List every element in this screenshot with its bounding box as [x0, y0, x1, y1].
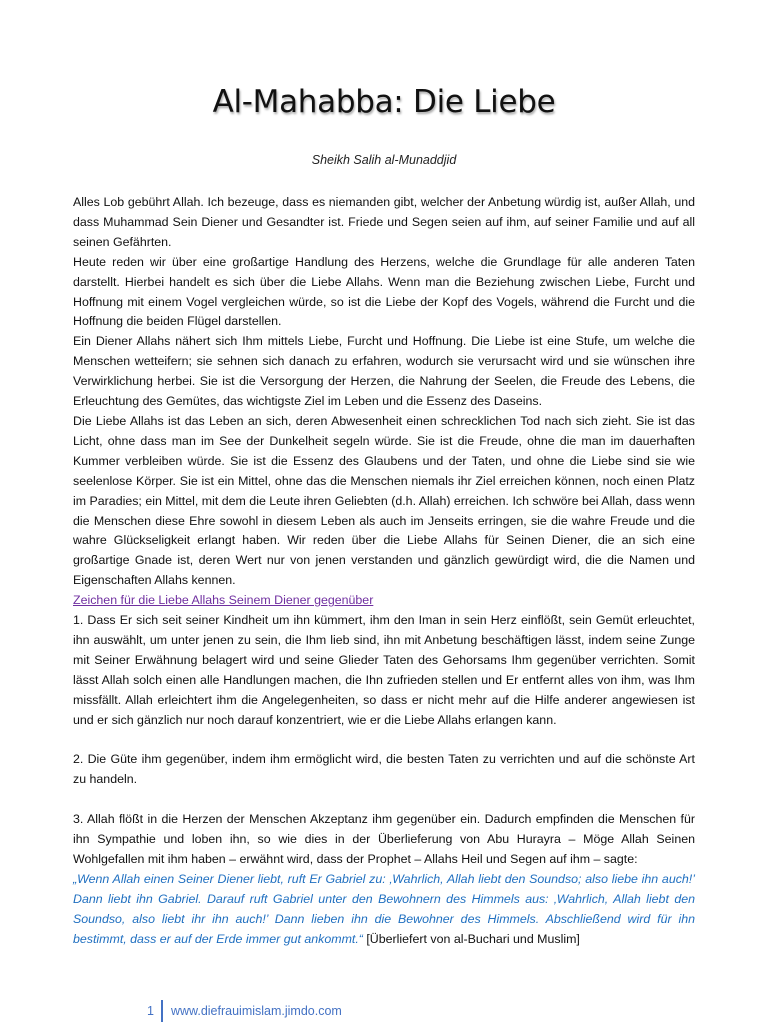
document-title: Al-Mahabba: Die Liebe: [212, 84, 556, 120]
page-footer: [147, 1000, 342, 1022]
intro-paragraph: Ein Diener Allahs nähert sich Ihm mittels Liebe, Furcht und Hoffnung. Die Liebe ist eine Stufe, um welche die Menschen wetteifern; sie sehnen sich danach zu erfahren, wodurch sie verursacht wird und sie wünschen ihre Verwirklichung herbei. Sie ist die Versorgung der Herzen, die Nahrung der Seelen, die Freude des Lebens, die Erleuchtung des Gemütes, das wichtigste Ziel im Leben und die Essenz des Daseins.: [73, 334, 695, 409]
intro-paragraph: Die Liebe Allahs ist das Leben an sich, deren Abwesenheit einen schrecklichen Tod nach sich zieht. Sie ist das Licht, ohne dass man im See der Dunkelheit segeln würde. Sie ist die Freude, ohne die man im dauerhaften Kummer verbleiben würde. Sie ist die Essenz des Glaubens und der Taten, und ohne die Liebe sind sie wie seelenlose Körper. Sie ist ein Mittel, ohne das die Menschen niemals ihr Ziel erreichen können, noch einen Platz im Paradies; ein Mittel, mit dem die Leute ihren Geliebten (d.h. Allah) erreichen. Ich schwöre bei Allah, dass wenn die Menschen diese Ehre sowohl in diesem Leben als auch im Jenseits erringen, sie die wahre Freude und die wahre Glückseligkeit erlangt haben. Wir reden über die Liebe Allahs für Seinen Diener, die an sich eine großartige Gnade ist, deren Wert nur von jenen verstanden und gänzlich gewürdigt wird, die die Namen und Eigenschaften Allahs kennen.: [73, 413, 695, 588]
document-body: [73, 193, 695, 950]
intro-paragraph: Alles Lob gebührt Allah. Ich bezeuge, dass es niemanden gibt, welcher der Anbetung würdig ist, außer Allah, und dass Muhammad Sein Diener und Gesandter ist. Friede und Segen seien auf ihm, auf seiner Familie und auf all seinen Gefährten.: [73, 195, 695, 249]
author-name: Sheikh Salih al-Munaddjid: [311, 153, 457, 167]
point-3-text: 3. Allah flößt in die Herzen der Menschen Akzeptanz ihm gegenüber ein. Dadurch empfinden die Menschen für ihn Sympathie und loben ihn, so wie dies in der Überlieferung von Abu Hurayra – Möge Allah Seinen Wohlgefallen mit ihm haben – erwähnt wird, dass der Prophet – Allahs Heil und Segen auf ihm – sagte:: [73, 812, 695, 867]
intro-paragraph: Heute reden wir über eine großartige Handlung des Herzens, welche die Grundlage für alle anderen Taten darstellt. Hierbei handelt es sich über die Liebe Allahs. Wenn man die Beziehung zwischen Liebe, Furcht und Hoffnung mit einem Vogel vergleichen würde, so ist die Liebe der Kopf des Vogels, während die Furcht und die Hoffnung die beiden Flügel darstellen.: [73, 254, 695, 329]
footer-divider: [161, 1000, 163, 1022]
footer-website-link[interactable]: www.diefrauimislam.jimdo.com: [170, 1004, 342, 1018]
point-2: 2. Die Güte ihm gegenüber, indem ihm ermöglicht wird, die besten Taten zu verrichten und auf die schönste Art zu handeln.: [73, 752, 695, 787]
hadith-quote: „Wenn Allah einen Seiner Diener liebt, ruft Er Gabriel zu: ‚Wahrlich, Allah liebt den Soundso; also liebe ihn auch!’ Dann liebt ihn Gabriel. Darauf ruft Gabriel unter den Bewohnern des Himmels aus: ‚Wahrlich, Allah liebt den Soundso, also liebt ihr ihn auch!’ Dann lieben ihn die Bewohner des Himmels. Abschließend wird für ihn bestimmt, dass er auf der Erde immer gut ankommt.“: [73, 872, 695, 946]
page-number: 1: [147, 1004, 154, 1018]
point-1: 1. Dass Er sich seit seiner Kindheit um ihn kümmert, ihm den Iman in sein Herz einflößt, sein Gemüt erleuchtet, ihn auswählt, um unter jenen zu sein, die Ihm lieb sind, ihn mit Anbetung beschäftigen lässt, indem seine Zunge mit Seiner Erwähnung belagert wird und seine Glieder Taten des Gehorsams Ihm gegenüber verrichten. Somit lässt Allah solch einen alle Handlungen machen, die Ihn zufrieden stellen und Er entfernt alles von ihm, was Ihm missfällt. Allah erleichtert ihm die Angelegenheiten, so dass er nicht mehr auf die Hilfe anderer angewiesen ist und er sich gänzlich nur noch darauf konzentriert, wie er die Liebe Allahs erlangen kann.: [73, 613, 695, 727]
hadith-source: [Überliefert von al-Buchari und Muslim]: [366, 931, 580, 946]
point-3: [73, 810, 695, 949]
section-heading-link[interactable]: Zeichen für die Liebe Allahs Seinem Diener gegenüber: [73, 593, 374, 608]
